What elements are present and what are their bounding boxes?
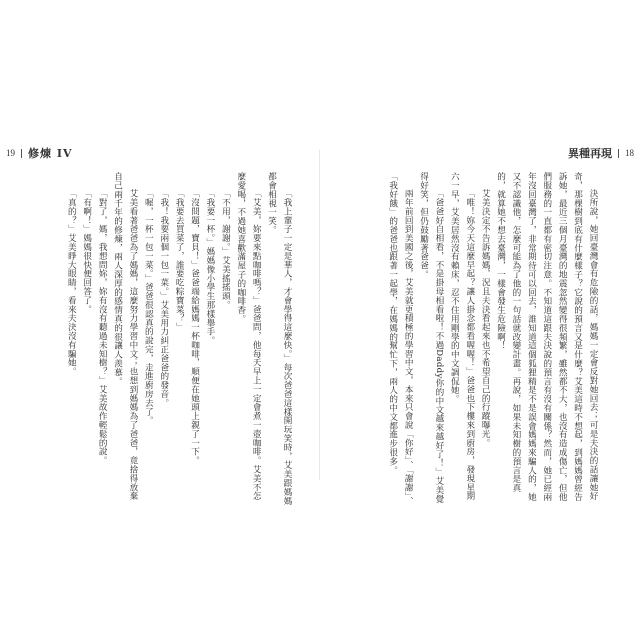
- paragraph: 「爸爸好自相看，不是掛母相看啦！不過Daddy你的中文越來越好了！」艾美覺得好笑，但仍鼓勵著爸爸。: [418, 172, 444, 504]
- right-body-text: [332, 172, 600, 507]
- header-divider: [21, 149, 22, 158]
- paragraph: 「艾美，妳要來點咖啡嗎？」爸爸問，他每天早上一定會煮一壺咖啡。艾美不怎麼愛喝，不過她喜歡滿屋子的咖啡香。: [235, 172, 262, 501]
- header-divider: [618, 149, 619, 158]
- paragraph: 「沒問題，寶貝！」爸爸端給媽媽一杯咖啡，順便在她頭上親了一下。: [189, 189, 200, 466]
- paragraph: 「真的？」艾美睜大眼睛，看來夫決沒有騙她。: [66, 189, 77, 377]
- book-series-title: 修煉 IV: [28, 147, 73, 160]
- paragraph: 艾美決定不告訴媽媽，況且夫決看起來也不希望自己的行蹤曝光。: [480, 189, 491, 448]
- paragraph: 「我要一杯。」媽媽像小學生那樣舉手。: [204, 189, 215, 346]
- paragraph: 「喔，一杯一包一菜。」爸爸很認真的說完，走進廚房去了。: [143, 189, 154, 426]
- paragraph: 「不用，謝謝。」艾美搖搖頭。: [220, 189, 231, 310]
- right-page-number: 18: [625, 148, 634, 158]
- right-page: [320, 0, 640, 640]
- paragraph: 「有啊！」媽媽很快便回答了。: [81, 189, 92, 314]
- paragraph: 「我！我要兩個一包一菜。」艾美用力糾正爸爸的發音。: [158, 189, 169, 408]
- chapter-title: 異種再現: [568, 147, 612, 160]
- left-running-header: [6, 145, 73, 161]
- left-body-text: [22, 172, 294, 507]
- paragraph: 「我上輩子一定是華人，才會學得這麼快。」每次爸爸這樣開玩笑時，艾美跟媽媽都會相視一笑。: [266, 172, 292, 506]
- paragraph: 艾美看著爸爸為了媽媽，這麼努力學習中文；也想到媽媽為了爸爸，竟捨得放棄自己兩千年的修煉，兩人深厚的感情真的很讓人羨慕。: [112, 172, 138, 501]
- paragraph: 「唯！妳今天這麼早起？讓人掛念都看喔喔！」爸爸也下樓來到廚房，發現星期六一早，艾美居然沒有賴床，忍不住用剛學的中文調侃她。: [449, 172, 475, 501]
- right-running-header: [568, 145, 634, 161]
- paragraph: 「我要去買菜了，誰要吃粽寶菜？」: [174, 189, 185, 332]
- paragraph: 「對了，媽，我想問妳，妳有沒有聽過未知樹？」艾美故作輕鬆的說。: [97, 189, 108, 466]
- paragraph: 決所說，她回臺灣會有危險的話，媽媽一定會反對她回去；可是夫決的話讓她好奇，那棵樹到底有什麼樣子？它說的預言又是什麼？艾美這時不想起，到媽媽曾經告訴她，最近三個月臺灣的地震忽然變得很頻繁，雖然都不大，也沒有造成傷亡，但他們服務的一直都有密切注意。不知道這跟夫決說的預言有沒有關係？然而，她已經兩年沒回臺灣了，非常期待可以回去，誰知道這個狐狸精是不是誤會媽媽來騙人的，她又不認識他，怎麼可能為了他的一句話就改變計畫。再說，如果未知樹的預言是真的，就算她不想去臺灣，一樣會發生危險啊！: [495, 172, 598, 502]
- paragraph: 兩年前回到美國之後，艾美就更積極的學習中文，本來只會說「你好」、「謝謝」、「我好餓」的爸爸也跟著一起學，在媽媽的幫忙下，兩人的中文都進步很多。: [387, 172, 414, 506]
- left-page-number: 19: [6, 148, 15, 158]
